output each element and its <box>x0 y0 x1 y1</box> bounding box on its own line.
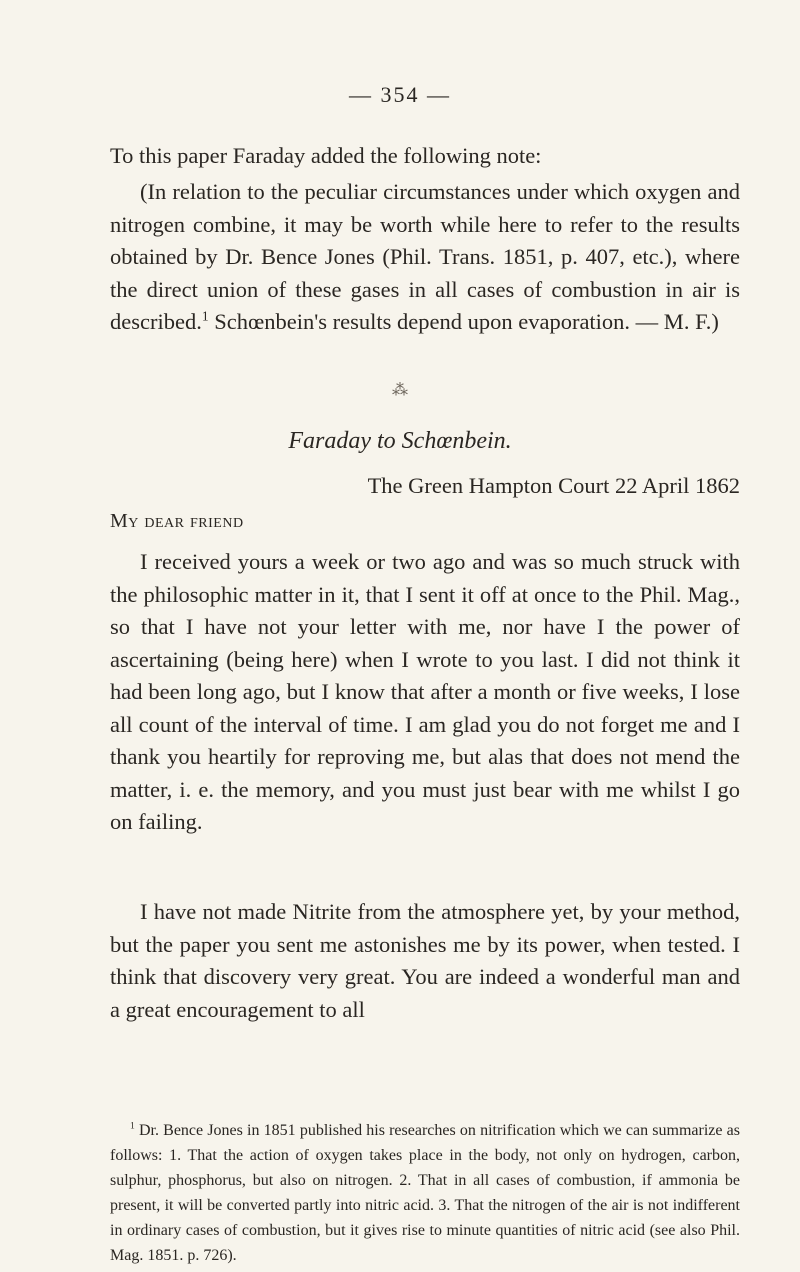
footnote-marker: 1 <box>130 1120 135 1132</box>
note-body-text: (In relation to the peculiar circumstances under which oxygen and nitrogen combine, it may be worth while here to refer to the results obtained by Dr. Bence Jones (Phil. Trans. 1851, p. 407, etc.), where the direct union of these gases in all cases of combustion in air is described. <box>110 179 740 334</box>
letter-paragraph-2: I have not made Nitrite from the atmosphere yet, by your method, but the paper you sent me astonishes me by its power, when tested. I think that discovery very great. You are indeed a wonderful man and a great encouragement to all <box>110 899 740 1022</box>
section-ornament: ⁂ <box>392 382 408 399</box>
letter-title: Faraday to Schœnbein. <box>288 428 512 454</box>
footnote-text: Dr. Bence Jones in 1851 published his researches on nitrification which we can summarize as follows: 1. That the action of oxygen takes place in the body, not only on hydrogen, carbon, sulphur, phosphorus, but also on nitrogen. 2. That in all cases of combustion, if ammonia be present, it will be converted partly into nitric acid. 3. That the nitrogen of the air is not indifferent in ordinary cases of combustion, but it gives rise to minute quantities of nitric acid (see also Phil. Mag. 1851. p. 726). <box>110 1122 740 1264</box>
letter-place-date: The Green Hampton Court 22 April 1862 <box>367 473 740 498</box>
note-intro: To this paper Faraday added the following note: <box>110 143 542 168</box>
note-body-text-end: Schœnbein's results depend upon evaporation. — M. F.) <box>208 309 719 334</box>
page-number: — 354 — <box>349 82 451 107</box>
letter-paragraph-1: I received yours a week or two ago and was so much struck with the philosophic matter in it, that I sent it off at once to the Phil. Mag., so that I have not your letter with me, nor have I the power of ascertaining (being here) when I wrote to you last. I did not think it had been long ago, but I know that after a month or five weeks, I lose all count of the interval of time. I am glad you do not forget me and I thank you heartily for reproving me, but alas that does not mend the matter, i. e. the memory, and you must just bear with me whilst I go on failing. <box>110 549 740 834</box>
letter-salutation: My dear friend <box>110 510 244 532</box>
footnote <box>110 1118 740 1268</box>
footnote-reference: 1 <box>201 308 209 324</box>
note-body <box>110 176 740 339</box>
